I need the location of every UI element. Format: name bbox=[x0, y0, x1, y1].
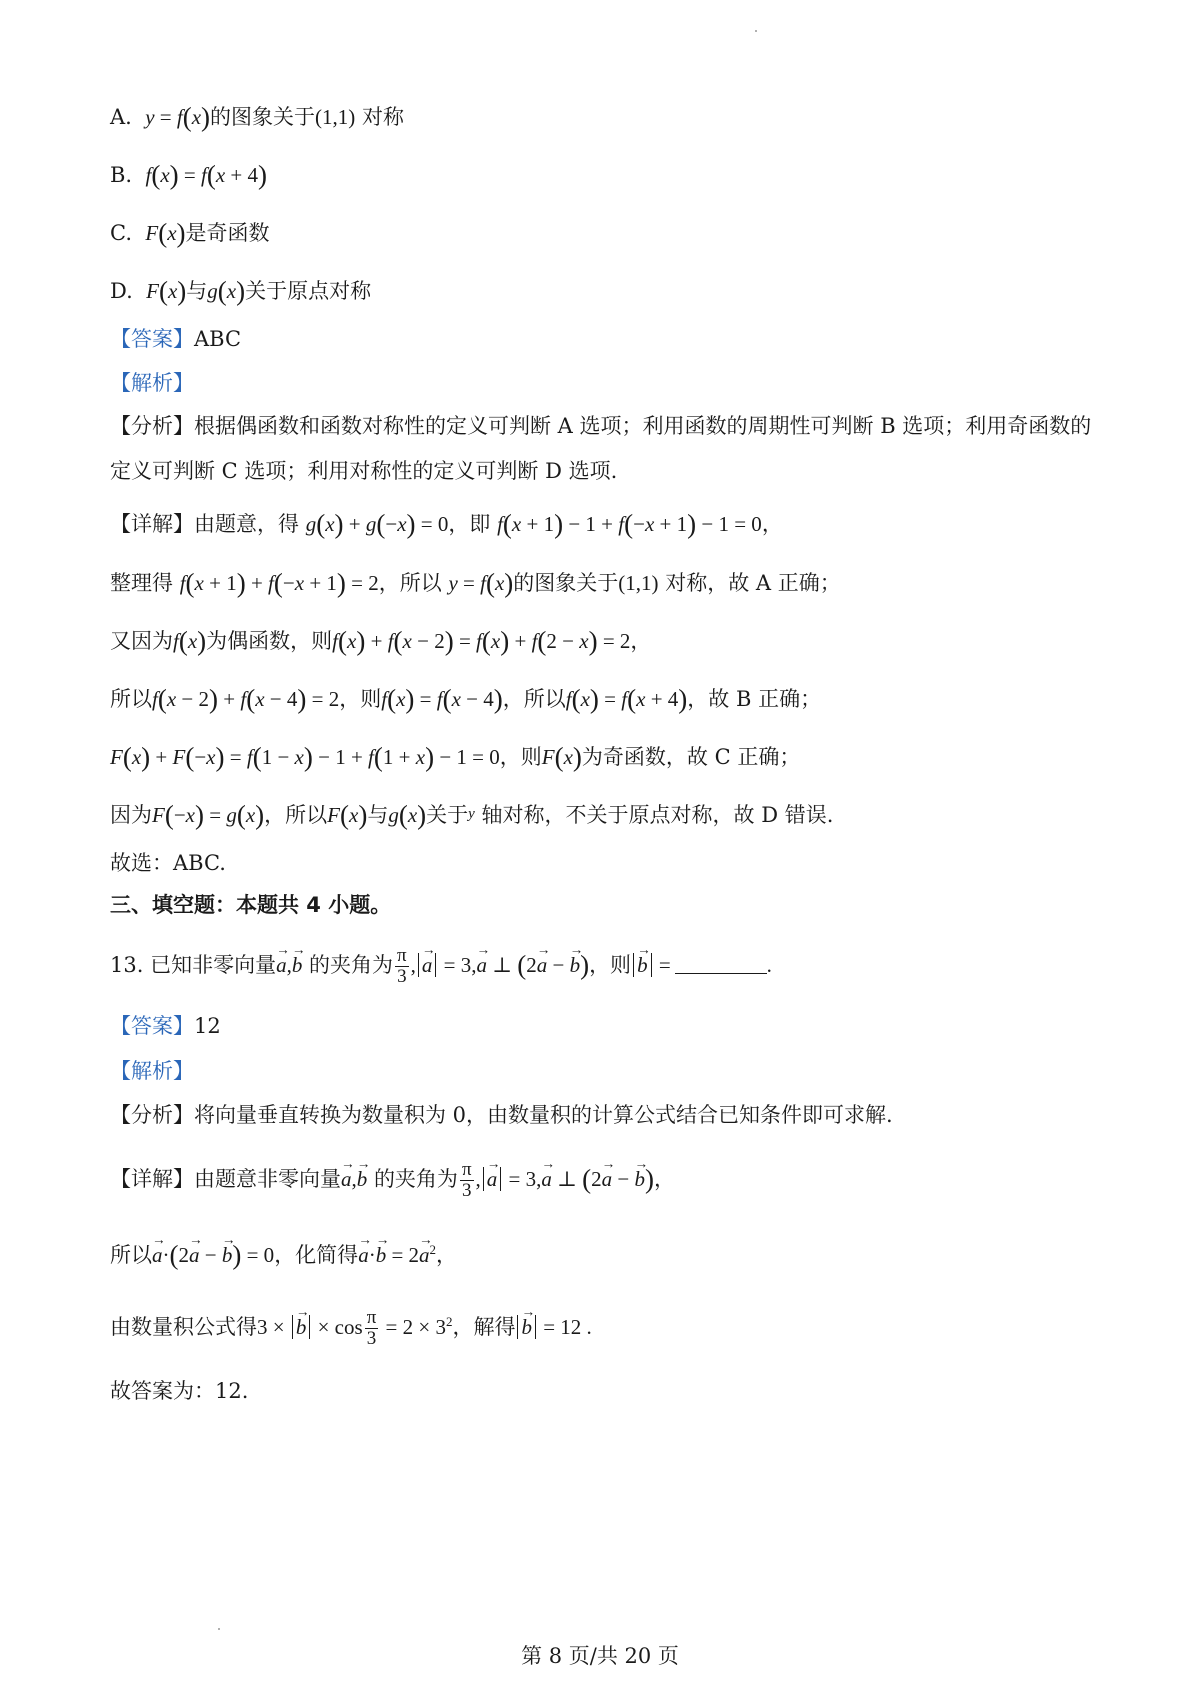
q12-jiexi bbox=[110, 370, 194, 397]
option-c: C. F(x)是奇函数 bbox=[110, 218, 270, 248]
q12-fenxi-line-1: 【分析】根据偶函数和函数对称性的定义可判断 A 选项；利用函数的周期性可判断 B 选项；利用奇函数的 bbox=[110, 414, 1092, 438]
q12-detail-1: 【详解】由题意，得 g(x) + g(−x) = 0，即 f(x + 1) − 1 + f(−x + 1) − 1 = 0， bbox=[110, 509, 783, 539]
q12-detail-6: 因为F(−x) = g(x)，所以F(x)与g(x)关于y 轴对称，不关于原点对称，故 D 错误. bbox=[110, 800, 834, 830]
bottom-dot-mark bbox=[218, 1628, 220, 1630]
answer-tag: 【答案】 bbox=[110, 1014, 194, 1038]
q13-jiexi bbox=[110, 1058, 194, 1085]
q13-detail-2: 所以→ a·(2→ a − → b) = 0，化简得→ $a\cdot\to b = 2\to a^2$， bbox=[110, 1238, 457, 1273]
section-title: 三、填空题：本题共 4 小题。 bbox=[110, 893, 392, 917]
q13-answer bbox=[110, 1013, 221, 1040]
fenxi-tag: 【分析】 bbox=[110, 414, 194, 438]
answer-value: ABC bbox=[194, 327, 242, 351]
option-a: A. y = f(x)的图象关于(1,1) 对称 bbox=[110, 102, 404, 132]
q12-detail-5: F(x) + F(−x) = f(1 − x) − 1 + f(1 + x) − 1 = 0，则F(x)为奇函数，故 C 正确； bbox=[110, 742, 801, 772]
q13-detail-1: 【详解】由题意非零向量→ a,→ b 的夹角为 $\frac{\pi}{3}$ ,→ a = 3,→ a ⊥ (2→ a − → b)， bbox=[110, 1160, 675, 1201]
answer-value: 12 bbox=[194, 1014, 221, 1038]
fenxi-tag: 【分析】 bbox=[110, 1103, 194, 1127]
q12-detail-3: 又因为f(x)为偶函数，则f(x) + f(x − 2) = f(x) + f(2 − x) = 2， bbox=[110, 626, 652, 656]
answer-tag: 【答案】 bbox=[110, 327, 194, 351]
q12-answer bbox=[110, 326, 241, 353]
xiangjie-tag: 【详解】 bbox=[110, 512, 194, 536]
option-a-math: y bbox=[145, 105, 155, 129]
corner-dot-mark bbox=[755, 30, 757, 32]
question-number: 13. bbox=[110, 952, 144, 977]
page-footer: 第 8 页/共 20 页 bbox=[521, 1644, 679, 1668]
q13-stem: 13. 已知非零向量→ a,→ b 的夹角为 $\frac{\pi}{3}$ ,→ a = 3,→ a ⊥ (2→ a − → b)，则→ b = . bbox=[110, 946, 772, 987]
q12-conclusion: 故选：ABC. bbox=[110, 851, 226, 875]
q13-conclusion: 故答案为：12. bbox=[110, 1379, 249, 1403]
q12-detail-4: 所以f(x − 2) + f(x − 4) = 2，则f(x) = f(x − 4)，所以f(x) = f(x + 4)，故 B 正确； bbox=[110, 684, 822, 714]
jiexi-tag: 【解析】 bbox=[110, 1059, 194, 1083]
q12-detail-2: 整理得 f(x + 1) + f(−x + 1) = 2，所以 y = f(x)的图象关于(1,1) 对称，故 A 正确； bbox=[110, 568, 841, 598]
xiangjie-tag: 【详解】 bbox=[110, 1166, 194, 1191]
answer-blank bbox=[675, 973, 767, 974]
jiexi-tag: 【解析】 bbox=[110, 371, 194, 395]
q13-detail-3: 由数量积公式得3 × → b × cos $\frac{\pi}{3}$ = $2 \times 3^2$，解得→ b = 12 . bbox=[110, 1308, 592, 1349]
option-b: B. f(x) = f(x + 4) bbox=[110, 160, 267, 190]
q13-fenxi: 【分析】将向量垂直转换为数量积为 0，由数量积的计算公式结合已知条件即可求解. bbox=[110, 1103, 893, 1127]
option-d: D. F(x)与g(x)关于原点对称 bbox=[110, 276, 372, 306]
option-b-math: f bbox=[145, 163, 152, 187]
q12-fenxi-line-2: 定义可判断 C 选项；利用对称性的定义可判断 D 选项. bbox=[110, 459, 618, 483]
